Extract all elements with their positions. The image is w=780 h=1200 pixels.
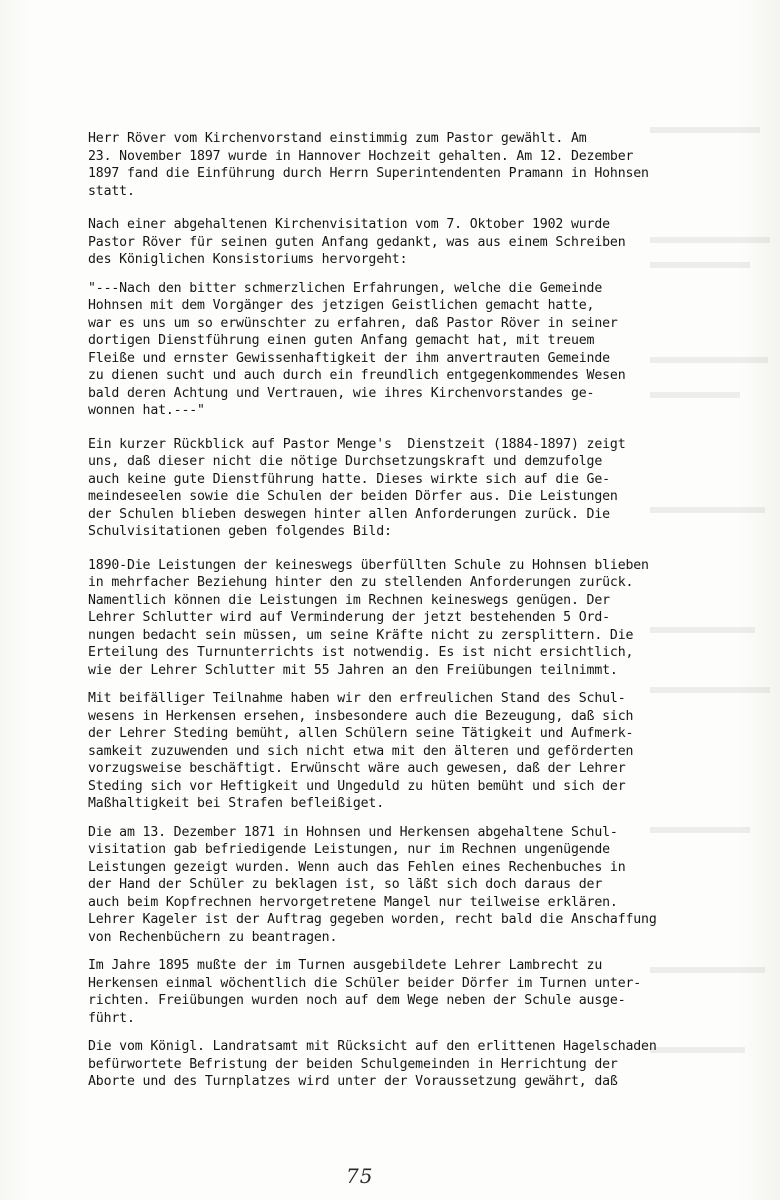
text-line: Maßhaltigkeit bei Strafen befleißiget. — [88, 796, 385, 811]
text-line: wonnen hat.---" — [88, 403, 205, 418]
text-line: Aborte und des Turnplatzes wird unter der Voraussetzung gewährt, daß — [88, 1074, 618, 1089]
paragraph-church-visitation — [88, 216, 728, 269]
text-line: der Hand der Schüler zu beklagen ist, so läßt sich doch daraus der — [88, 877, 603, 892]
text-line: Mit beifälliger Teilnahme haben wir den erfreulichen Stand des Schul- — [88, 691, 626, 706]
text-line: Herr Röver vom Kirchenvorstand einstimmig zum Pastor gewählt. Am — [88, 131, 587, 146]
text-line: wie der Lehrer Schlutter mit 55 Jahren an den Freiübungen teilnimmt. — [88, 662, 618, 678]
text-line: Herkensen einmal wöchentlich die Schüler beider Dörfer im Turnen unter- — [88, 975, 642, 991]
text-line: Erteilung des Turnunterrichts ist notwendig. Es ist nicht ersichtlich, — [88, 645, 634, 660]
text-line: Nach einer abgehaltenen Kirchenvisitation vom 7. Oktober 1902 wurde — [88, 217, 610, 232]
text-line: Lehrer Kageler ist der Auftrag gegeben worden, recht bald die Anschaffung — [88, 912, 657, 927]
paragraph-election-and-installation — [88, 130, 728, 200]
text-line: bald deren Achtung und Vertrauen, wie ihres Kirchenvorstandes ge- — [88, 385, 595, 401]
body-text — [88, 130, 728, 1102]
text-line: führt. — [88, 1010, 135, 1026]
paragraph-gymnastics-1895 — [88, 957, 728, 1027]
text-line: Fleiße und ernster Gewissenhaftigkeit der ihm anvertrauten Gemeinde — [88, 350, 610, 366]
text-line: "---Nach den bitter schmerzlichen Erfahrungen, welche die Gemeinde — [88, 280, 603, 296]
text-line: des Königlichen Konsistoriums hervorgeht: — [88, 252, 408, 267]
text-line: 23. November 1897 wurde in Hannover Hochzeit gehalten. Am 12. Dezember — [88, 148, 634, 164]
page-number: 75 — [346, 1164, 374, 1188]
text-line: von Rechenbüchern zu beantragen. — [88, 929, 338, 945]
text-line: uns, daß dieser nicht die nötige Durchsetzungskraft und demzufolge — [88, 454, 603, 469]
text-line: Pastor Röver für seinen guten Anfang gedankt, was aus einem Schreiben — [88, 234, 626, 250]
text-line: Ein kurzer Rückblick auf Pastor Menge's Dienstzeit (1884-1897) zeigt — [88, 436, 626, 452]
text-line: Im Jahre 1895 mußte der im Turnen ausgebildete Lehrer Lambrecht zu — [88, 958, 603, 973]
text-line: 1897 fand die Einführung durch Herrn Superintendenten Pramann in Hohnsen — [88, 166, 649, 181]
text-line: statt. — [88, 183, 135, 199]
text-line: visitation gab befriedigende Leistungen, nur im Rechnen ungenügende — [88, 842, 610, 857]
text-line: vorzugsweise beschäftigt. Erwünscht wäre auch gewesen, daß der Lehrer — [88, 761, 626, 776]
paragraph-hail-damage — [88, 1038, 728, 1091]
text-line: zu dienen sucht und auch durch ein freundlich entgegenkommendes Wesen — [88, 368, 626, 383]
text-line: dortigen Dienstführung einen guten Anfang gemacht hat, mit treuem — [88, 333, 595, 348]
text-line: wesens in Herkensen ersehen, insbesondere auch die Bezeugung, daß sich — [88, 708, 634, 724]
text-line: nungen bedacht sein müssen, um seine Kräfte nicht zu zersplittern. Die — [88, 627, 634, 643]
text-line: auch keine gute Dienstführung hatte. Dieses wirkte sich auf die Ge- — [88, 471, 610, 487]
text-line: befürwortete Befristung der beiden Schulgemeinden in Herrichtung der — [88, 1056, 618, 1072]
text-line: Namentlich können die Leistungen im Rechnen keineswegs genügen. Der — [88, 592, 610, 608]
paragraph-school-1890 — [88, 557, 728, 680]
text-line: Steding sich vor Heftigkeit und Ungeduld zu hüten bemüht und sich der — [88, 778, 626, 794]
text-line: auch beim Kopfrechnen hervorgetretene Mangel nur teilweise erklären. — [88, 894, 618, 910]
text-line: in mehrfacher Beziehung hinter den zu stellenden Anforderungen zurück. — [88, 575, 634, 590]
paragraph-visitation-1871 — [88, 824, 728, 947]
text-line: meindeseelen sowie die Schulen der beiden Dörfer aus. Die Leistungen — [88, 489, 618, 504]
text-line: richten. Freiübungen wurden noch auf dem Wege neben der Schule ausge- — [88, 993, 626, 1008]
text-line: 1890-Die Leistungen der keineswegs überfüllten Schule zu Hohnsen blieben — [88, 557, 649, 573]
text-line: samkeit zuzuwenden und sich nicht etwa mit den älteren und geförderten — [88, 743, 634, 759]
text-line: Hohnsen mit dem Vorgänger des jetzigen Geistlichen gemacht hatte, — [88, 298, 595, 313]
text-line: der Lehrer Steding bemüht, allen Schülern seine Tätigkeit und Aufmerk- — [88, 726, 634, 741]
paragraph-menge-retrospective — [88, 436, 728, 541]
paragraph-consistory-quote — [88, 280, 728, 420]
text-line: Die am 13. Dezember 1871 in Hohnsen und Herkensen abgehaltene Schul- — [88, 824, 618, 840]
paragraph-herkensen-school — [88, 690, 728, 813]
text-line: der Schulen blieben deswegen hinter allen Anforderungen zurück. Die — [88, 506, 610, 522]
text-line: war es uns um so erwünschter zu erfahren, daß Pastor Röver in seiner — [88, 315, 618, 331]
text-line: Die vom Königl. Landratsamt mit Rücksicht auf den erlittenen Hagelschaden — [88, 1039, 657, 1054]
text-line: Schulvisitationen geben folgendes Bild: — [88, 524, 392, 539]
text-line: Leistungen gezeigt wurden. Wenn auch das Fehlen eines Rechenbuches in — [88, 859, 626, 875]
text-line: Lehrer Schlutter wird auf Verminderung der jetzt bestehenden 5 Ord- — [88, 610, 610, 625]
